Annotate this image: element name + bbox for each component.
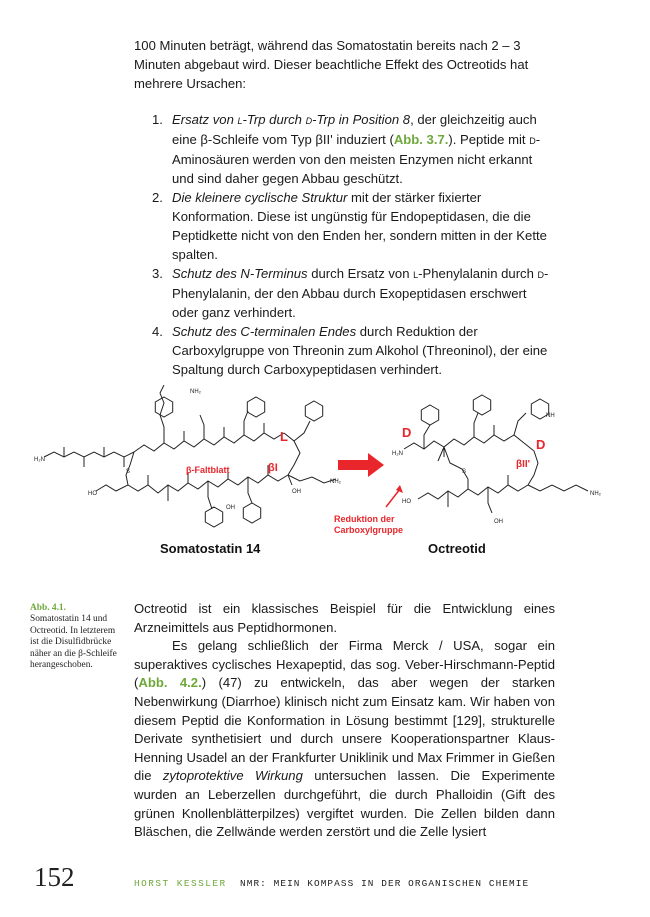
body-text (134, 600, 555, 842)
list-item-text: durch Reduktion der Carboxylgruppe von Threonin zum Alkohol (Threoninol), der eine Spaltung durch Carboxypeptidasen verhindert. (172, 324, 548, 377)
atom-label: S (462, 469, 467, 475)
label-octreotid: Octreotid (428, 541, 486, 556)
atom-label: S (126, 469, 131, 475)
label-d-trp: D (536, 437, 546, 452)
list-item-text: , der gleichzeitig auch eine β-Schleife vom Typ βII' induziert ( (172, 112, 537, 147)
page-number: 152 (34, 862, 75, 892)
ring-lys (155, 397, 172, 417)
list-item: 1. Ersatz von l-Trp durch d-Trp in Position 8, der gleichzeitig auch eine β-Schleife vom Typ βII' induziert (Abb. 3.7.). Peptide mit d-Aminosäuren werden von den meisten Enzymen nicht erkannt und sind daher gegen Abbau geschützt. (152, 112, 541, 186)
atom-label: H₂N (34, 457, 45, 463)
footer-book-title: NMR: MEIN KOMPASS IN DER ORGANISCHEN CHEMIE (240, 878, 530, 889)
list-number: 3. (152, 266, 163, 281)
label-d-phe: D (402, 425, 412, 440)
list-item-emphasis: Schutz des C-terminalen Endes (172, 324, 357, 339)
atom-label: NH₂ (590, 491, 601, 497)
octreotid-reasons-list (152, 110, 556, 379)
footer-author: HORST KESSLER (134, 878, 227, 889)
list-item-emphasis: Schutz des N-Terminus (172, 266, 308, 281)
ring-phe-1 (247, 397, 264, 417)
figure-caption (30, 603, 122, 671)
label-l-trp: L (280, 429, 288, 444)
ring-trp (305, 401, 322, 421)
list-item (152, 188, 556, 264)
ring-phe-2 (205, 507, 222, 527)
list-item-emphasis: Die kleinere cyclische Struktur (172, 190, 348, 205)
atom-label: NH (546, 413, 555, 419)
atom-label: OH (292, 489, 301, 495)
label-beta-sheet: β-Faltblatt (186, 465, 230, 475)
label-reduction-line1: Reduktion der (334, 514, 395, 524)
list-item-text: mit der stärker fixierter Konformation. Diese ist ungünstig für Endopeptidasen, die die Peptidkette nicht von den Enden her, sondern mitten in der Kette spalten. (172, 190, 547, 262)
atom-label: NH₂ (190, 389, 201, 395)
ring-phe-oct (473, 395, 490, 415)
label-somatostatin: Somatostatin 14 (160, 541, 261, 556)
atom-label: OH (494, 519, 503, 525)
caption-text: Somatostatin 14 und Octreotid. In letzterem ist die Disulfidbrücke näher an die β-Schleife herangeschoben. (30, 614, 117, 671)
atom-label: NH₂ (330, 479, 341, 485)
structure-figure (30, 385, 630, 565)
list-item (152, 322, 556, 379)
label-beta-ii: βII' (516, 459, 531, 470)
ring-phe-3 (243, 503, 260, 523)
intro-paragraph: 100 Minuten beträgt, während das Somatostatin bereits nach 2 – 3 Minuten abgebaut wird. Dieser beachtliche Effekt des Octreotids hat mehrere Ursachen: (134, 38, 529, 91)
label-beta-i: βI (268, 462, 278, 474)
atom-label: H₂N (392, 451, 403, 457)
ring-dphe (421, 405, 438, 425)
figure-reference-link[interactable]: Abb. 4.2. (138, 675, 202, 691)
list-number: 1. (152, 112, 163, 127)
atom-label: HO (88, 491, 97, 497)
label-reduction-line2: Carboxylgruppe (334, 525, 404, 535)
octreotid-structure (404, 413, 588, 513)
body-paragraph-1: Octreotid ist ein klassisches Beispiel für die Entwicklung eines Arzneimittels aus Peptidhormonen. (134, 601, 555, 635)
list-number: 4. (152, 324, 163, 339)
list-number: 2. (152, 190, 163, 205)
atom-label: OH (226, 505, 235, 511)
body-paragraph-2: Es gelang schließlich der Firma Merck / USA, sogar ein superaktives cyclisches Hexapeptid, das sog. Veber-Hirschmann-Peptid (Abb. 4.2.) (47) zu entwickeln, das aber wegen der starken Nebenwirkung (Diarrhoe) klinisch nicht zum Einsatz kam. Wir haben von diesem Peptid die Konformation in Lösung bestimmt [129], strukturelle Derivate synthetisiert und durch unsere Kooperationspartner Klaus-Henning Usadel an der Frankfurter Uniklinik und Max Frimmer in Gießen die zytoprotektive Wirkung untersuchen lassen. Die Experimente wurden an Leberzellen durchgeführt, die durch Phalloidin (Gift des grünen Knollenblätterpilzes) vergiftet wurden. Die Zellen bilden dann Bläschen, die Zellwände werden zerstört und die Zelle lysiert (134, 638, 555, 840)
list-item: 3. Schutz des N-Terminus durch Ersatz von l-Phenylalanin durch d-Phenylalanin, der den Abbau durch Exopeptidasen erschwert oder ganz verhindert. (152, 266, 549, 320)
list-item-emphasis: Ersatz von l-Trp durch d-Trp in Position 8 (172, 112, 411, 127)
caption-head: Abb. 4.1. (30, 603, 66, 613)
atom-label: HO (402, 499, 411, 505)
transform-arrow (338, 453, 384, 477)
figure-reference-link[interactable]: Abb. 3.7. (393, 132, 449, 147)
reduction-arrow (386, 485, 403, 507)
